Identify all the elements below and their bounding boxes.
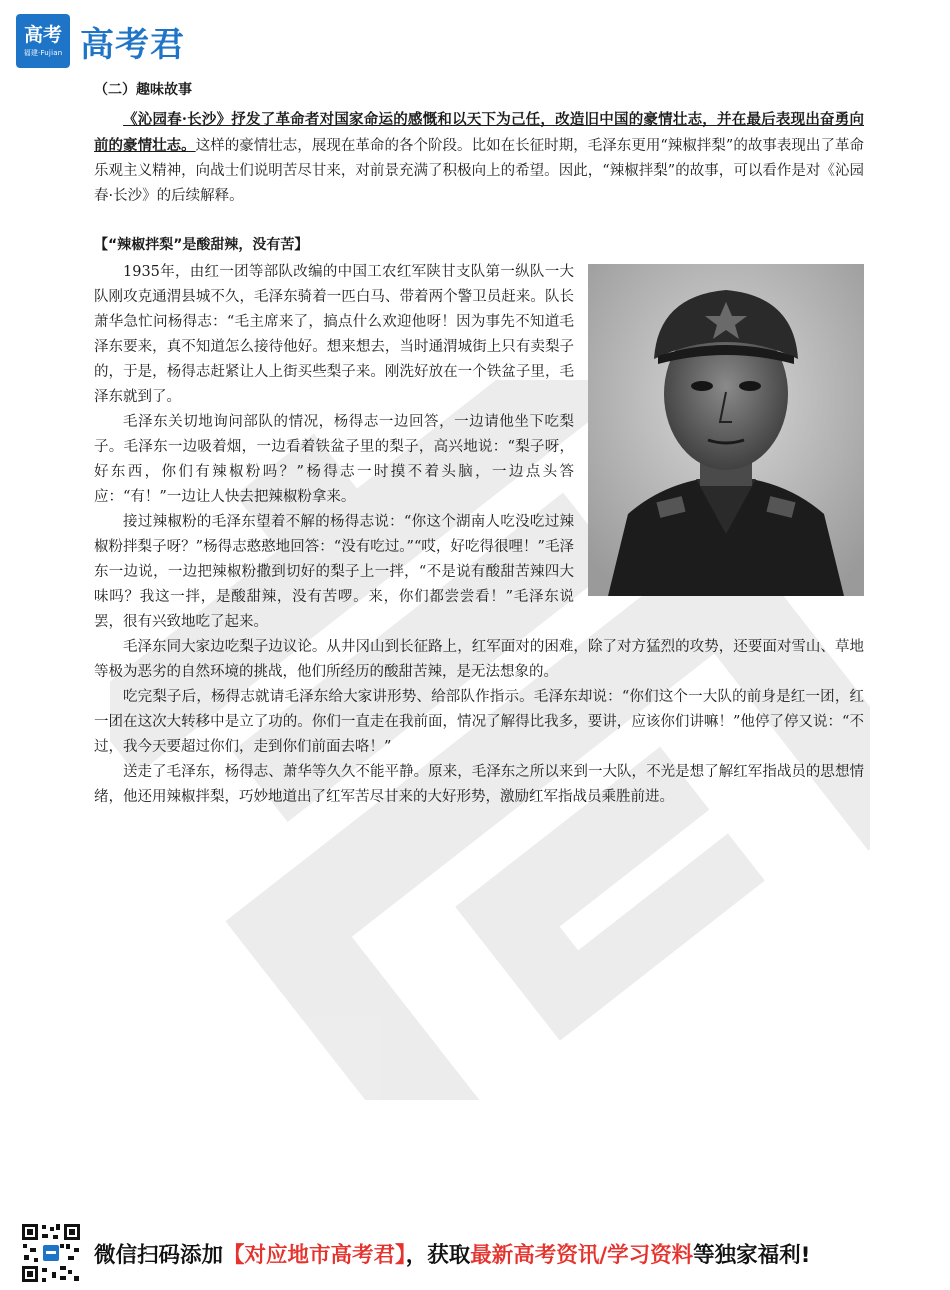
logo-badge-region: 福建·Fujian — [23, 49, 63, 57]
section-title: （二）趣味故事 — [94, 82, 192, 98]
qr-code-icon[interactable] — [20, 1222, 82, 1284]
story-paragraph: 1935年，由红一团等部队改编的中国工农红军陕甘支队第一纵队一大队刚攻克通渭县城不久，毛泽东骑着一匹白马、带着两个警卫员赶来。队长萧华急忙问杨得志：“毛主席来了，搞点什么欢迎他呀！因为事先不知道毛泽东要来，真不知道怎么接待他好。想来想去，当时通渭城街上只有卖梨子的，于是，杨得志赶紧让人上街买些梨子来。刚洗好放在一个铁盆子里，毛泽东就到了。 — [94, 264, 574, 405]
footer-banner — [20, 1222, 935, 1284]
intro-text: 这样的豪情壮志，展现在革命的各个阶段。比如在长征时期，毛泽东更用“辣椒拌梨”的故事表现出了革命乐观主义精神，向战士们说明苦尽甘来，对前景充满了积极向上的希望。因此，“辣椒拌梨”的故事，可以看作是对《沁园春·长沙》的后续解释。 — [94, 138, 864, 204]
logo-badge — [16, 14, 70, 68]
story-paragraph: 吃完梨子后，杨得志就请毛泽东给大家讲形势、给部队作指示。毛泽东却说：“你们这个一大队的前身是红一团，红一团在这次大转移中是立了功的。你们一直走在我前面，情况了解得比我多，要讲，应该你们讲嘛！”他停了停又说：“不过，我今天要超过你们，走到你们前面去咯！” — [94, 689, 864, 755]
footer-promo-text — [94, 1238, 810, 1269]
intro-paragraph — [94, 107, 864, 209]
footer-text-start: 微信扫码添加 — [94, 1242, 224, 1268]
logo-title: 高考君 — [80, 24, 185, 65]
portrait-image — [588, 264, 864, 596]
footer-text-end: 等独家福利! — [693, 1242, 811, 1268]
site-logo[interactable] — [16, 14, 185, 68]
qr-code-image — [20, 1222, 82, 1284]
footer-highlight-local: 【对应地市高考君】 — [223, 1242, 406, 1268]
story-paragraph: 毛泽东关切地询问部队的情况，杨得志一边回答，一边请他坐下吃梨子。毛泽东一边吸着烟，一边看着铁盆子里的梨子，高兴地说：“梨子呀，好东西，你们有辣椒粉吗？”杨得志一时摸不着头脑，一边点头答应：“有！”一边让人快去把辣椒粉拿来。 — [94, 414, 574, 505]
story-heading: 【“辣椒拌梨”是酸甜辣，没有苦】 — [94, 237, 309, 253]
footer-text-middle: ，获取 — [405, 1242, 471, 1268]
logo-badge-text: 高考 — [23, 24, 62, 46]
footer-highlight-resources: 最新高考资讯/学习资料 — [470, 1242, 694, 1268]
document-body — [94, 78, 864, 810]
story-paragraph: 接过辣椒粉的毛泽东望着不解的杨得志说：“你这个湖南人吃没吃过辣椒粉拌梨子呀？”杨得志憨憨地回答：“没有吃过。”“哎，好吃得很哩！”毛泽东一边说，一边把辣椒粉撒到切好的梨子上一拌，“不是说有酸甜苦辣四大味吗？我这一拌，是酸甜辣，没有苦啰。来，你们都尝尝看！”毛泽东说罢，很有兴致地吃了起来。 — [94, 514, 574, 630]
portrait-photo — [588, 264, 864, 596]
intro-emphasis: 《沁园春·长沙》抒发了革命者对国家命运的感慨和以天下为己任，改造旧中国的豪情壮志，并在最后表现出奋勇向前的豪情壮志。 — [94, 111, 864, 154]
story-paragraph: 送走了毛泽东，杨得志、萧华等久久不能平静。原来，毛泽东之所以来到一大队，不光是想了解红军指战员的思想情绪，他还用辣椒拌梨，巧妙地道出了红军苦尽甘来的大好形势，激励红军指战员乘胜前进。 — [94, 764, 864, 805]
story-paragraph: 毛泽东同大家边吃梨子边议论。从井冈山到长征路上，红军面对的困难，除了对方猛烈的攻势，还要面对雪山、草地等极为恶劣的自然环境的挑战，他们所经历的酸甜苦辣，是无法想象的。 — [94, 639, 864, 680]
